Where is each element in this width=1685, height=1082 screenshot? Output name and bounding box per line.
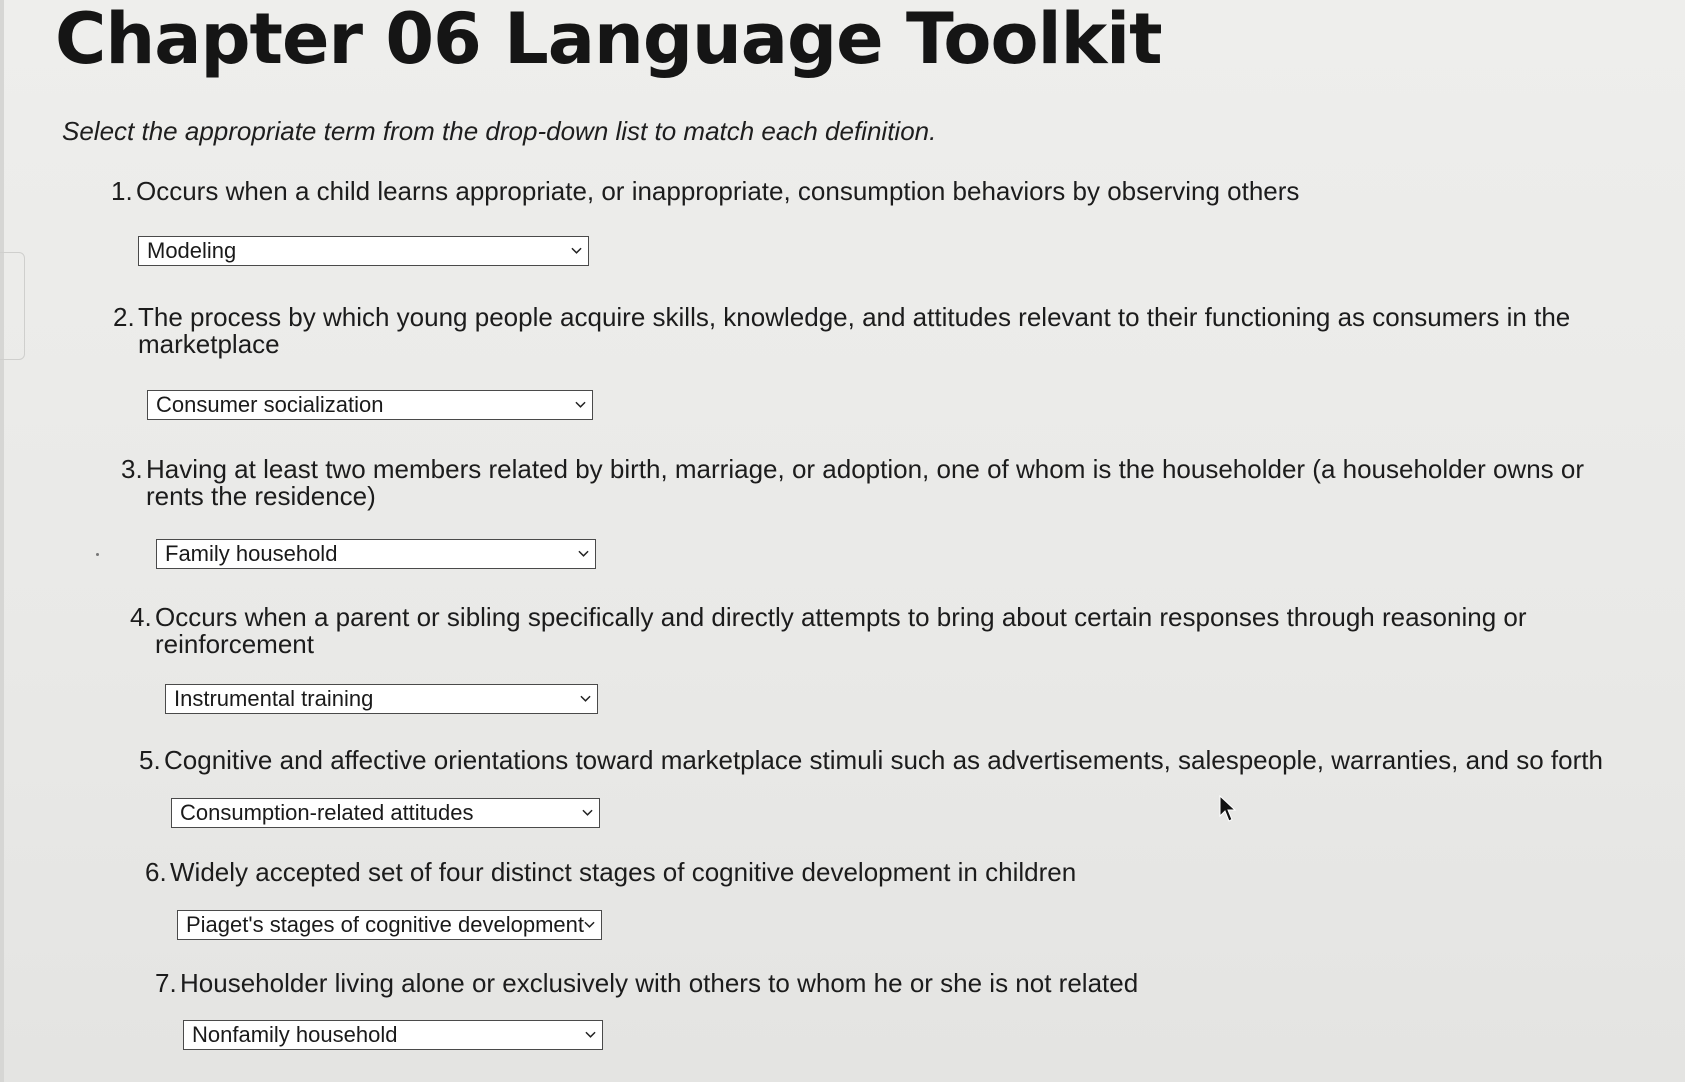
question-number: 3. — [121, 454, 143, 484]
stray-dot — [96, 553, 99, 556]
question-text: Occurs when a parent or sibling specifically and directly attempts to bring about certain responses through reasoning or reinforcement — [155, 602, 1527, 659]
chevron-down-icon — [580, 693, 591, 704]
question-7 — [155, 970, 1355, 997]
question-number: 2. — [113, 302, 135, 332]
answer-select-2[interactable] — [147, 390, 593, 420]
answer-select-6[interactable] — [177, 910, 602, 940]
question-5 — [139, 747, 1679, 774]
question-text: Householder living alone or exclusively with others to whom he or she is not related — [180, 968, 1139, 998]
question-number: 5. — [139, 745, 161, 775]
question-text: The process by which young people acquire skills, knowledge, and attitudes relevant to their functioning as consumers in the marketplace — [138, 302, 1571, 359]
answer-select-7[interactable] — [183, 1020, 603, 1050]
page-title: Chapter 06 Language Toolkit — [55, 0, 1162, 80]
select-value: Modeling — [147, 238, 237, 263]
question-2 — [113, 304, 1623, 358]
select-value: Instrumental training — [174, 686, 374, 711]
answer-select-4[interactable] — [165, 684, 598, 714]
question-number: 7. — [155, 968, 177, 998]
chevron-down-icon — [585, 1029, 596, 1040]
answer-select-1[interactable] — [138, 236, 589, 266]
select-value: Consumer socialization — [156, 392, 384, 417]
question-number: 1. — [111, 176, 133, 206]
question-number: 4. — [130, 602, 152, 632]
question-6 — [145, 859, 1345, 886]
question-text: Having at least two members related by birth, marriage, or adoption, one of whom is the householder (a householder owns or rents the residence) — [146, 454, 1584, 511]
question-1 — [111, 178, 1431, 205]
select-value: Piaget's stages of cognitive development — [186, 912, 584, 937]
chevron-down-icon — [582, 807, 593, 818]
side-tab[interactable] — [0, 252, 25, 360]
answer-select-5[interactable] — [171, 798, 600, 828]
left-edge — [0, 0, 4, 1082]
chevron-down-icon — [578, 548, 589, 559]
chevron-down-icon — [584, 919, 595, 930]
select-value: Consumption-related attitudes — [180, 800, 474, 825]
question-3 — [121, 456, 1626, 510]
question-text: Cognitive and affective orientations toward marketplace stimuli such as advertisements, salespeople, warranties, and so forth — [164, 745, 1603, 775]
question-text: Occurs when a child learns appropriate, or inappropriate, consumption behaviors by observing others — [136, 176, 1300, 206]
chevron-down-icon — [575, 399, 586, 410]
question-number: 6. — [145, 857, 167, 887]
mouse-pointer-icon — [1218, 794, 1238, 824]
answer-select-3[interactable] — [156, 539, 596, 569]
select-value: Family household — [165, 541, 338, 566]
instructions: Select the appropriate term from the drop-down list to match each definition. — [62, 116, 937, 146]
question-text: Widely accepted set of four distinct stages of cognitive development in children — [170, 857, 1077, 887]
chevron-down-icon — [571, 245, 582, 256]
select-value: Nonfamily household — [192, 1022, 398, 1047]
question-4 — [130, 604, 1620, 658]
